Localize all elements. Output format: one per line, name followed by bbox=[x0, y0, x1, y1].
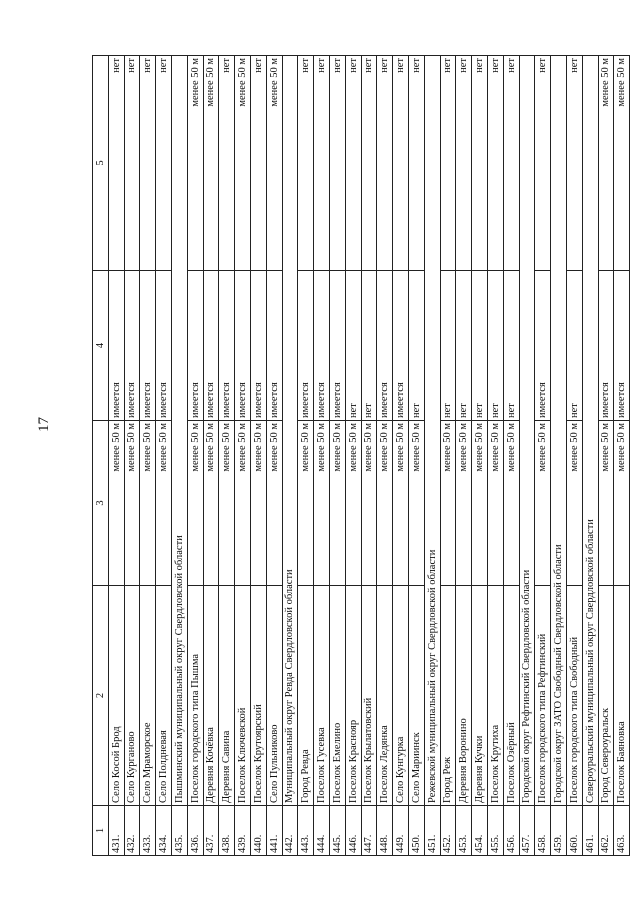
table-row bbox=[487, 56, 503, 856]
table-row bbox=[298, 56, 314, 856]
blank-cell bbox=[519, 56, 535, 421]
distance-value: менее 50 м bbox=[219, 421, 235, 586]
settlement-name: Село Кунгурка bbox=[393, 586, 409, 806]
header-col-1: 1 bbox=[93, 806, 109, 856]
table-row bbox=[456, 56, 472, 856]
other-value: нет bbox=[108, 56, 124, 271]
table-row bbox=[124, 56, 140, 856]
other-value: нет bbox=[456, 56, 472, 271]
row-number: 458. bbox=[535, 806, 551, 856]
settlement-name: Поселок Гусевка bbox=[314, 586, 330, 806]
distance-value: менее 50 м bbox=[266, 421, 282, 586]
table-row bbox=[108, 56, 124, 856]
table-row bbox=[377, 56, 393, 856]
settlement-name: Город Реж bbox=[440, 586, 456, 806]
settlement-name: Село Курганово bbox=[124, 586, 140, 806]
distance-value: менее 50 м bbox=[566, 421, 582, 586]
row-number: 432. bbox=[124, 806, 140, 856]
settlement-name: Поселок Емелино bbox=[329, 586, 345, 806]
distance-value: менее 50 м bbox=[298, 421, 314, 586]
settlement-name: Город Ревда bbox=[298, 586, 314, 806]
settlement-name: Село Мраморское bbox=[140, 586, 156, 806]
availability-value: нет bbox=[456, 271, 472, 421]
row-number: 456. bbox=[503, 806, 519, 856]
group-row bbox=[171, 56, 187, 856]
header-col-2: 2 bbox=[93, 586, 109, 806]
settlement-name: Поселок городского типа Пышма bbox=[187, 586, 203, 806]
availability-value: нет bbox=[408, 271, 424, 421]
settlement-name: Село Мариинск bbox=[408, 586, 424, 806]
table-row bbox=[472, 56, 488, 856]
table-row bbox=[314, 56, 330, 856]
availability-value: имеется bbox=[203, 271, 219, 421]
group-row bbox=[551, 56, 567, 856]
other-value: нет bbox=[440, 56, 456, 271]
availability-value: имеется bbox=[266, 271, 282, 421]
blank-cell bbox=[424, 56, 440, 421]
table-row bbox=[266, 56, 282, 856]
row-number: 457. bbox=[519, 806, 535, 856]
distance-value: менее 50 м bbox=[124, 421, 140, 586]
settlement-name: Поселок Озёрный bbox=[503, 586, 519, 806]
other-value: нет bbox=[298, 56, 314, 271]
header-col-4: 4 bbox=[93, 271, 109, 421]
distance-value: менее 50 м bbox=[440, 421, 456, 586]
availability-value: имеется bbox=[598, 271, 614, 421]
blank-cell bbox=[171, 56, 187, 421]
availability-value: имеется bbox=[250, 271, 266, 421]
other-value: менее 50 м bbox=[614, 56, 630, 271]
other-value: нет bbox=[408, 56, 424, 271]
availability-value: имеется bbox=[156, 271, 172, 421]
distance-value: менее 50 м bbox=[314, 421, 330, 586]
availability-value: нет bbox=[487, 271, 503, 421]
row-number: 463. bbox=[614, 806, 630, 856]
distance-value: менее 50 м bbox=[598, 421, 614, 586]
page-number: 17 bbox=[36, 417, 52, 432]
blank-cell bbox=[582, 56, 598, 421]
other-value: нет bbox=[329, 56, 345, 271]
table-row bbox=[361, 56, 377, 856]
distance-value: менее 50 м bbox=[456, 421, 472, 586]
availability-value: нет bbox=[472, 271, 488, 421]
distance-value: менее 50 м bbox=[393, 421, 409, 586]
distance-value: менее 50 м bbox=[203, 421, 219, 586]
blank-cell bbox=[282, 56, 298, 421]
table-row bbox=[535, 56, 551, 856]
settlement-name: Поселок Ледянка bbox=[377, 586, 393, 806]
row-number: 435. bbox=[171, 806, 187, 856]
other-value: нет bbox=[472, 56, 488, 271]
table-row bbox=[408, 56, 424, 856]
row-number: 461. bbox=[582, 806, 598, 856]
distance-value: менее 50 м bbox=[503, 421, 519, 586]
availability-value: имеется bbox=[108, 271, 124, 421]
other-value: нет bbox=[219, 56, 235, 271]
row-number: 445. bbox=[329, 806, 345, 856]
other-value: нет bbox=[487, 56, 503, 271]
row-number: 433. bbox=[140, 806, 156, 856]
other-value: нет bbox=[345, 56, 361, 271]
other-value: нет bbox=[566, 56, 582, 271]
row-number: 449. bbox=[393, 806, 409, 856]
row-number: 446. bbox=[345, 806, 361, 856]
distance-value: менее 50 м bbox=[250, 421, 266, 586]
row-number: 459. bbox=[551, 806, 567, 856]
row-number: 444. bbox=[314, 806, 330, 856]
settlement-name: Поселок Баяновка bbox=[614, 586, 630, 806]
distance-value: менее 50 м bbox=[329, 421, 345, 586]
row-number: 436. bbox=[187, 806, 203, 856]
row-number: 462. bbox=[598, 806, 614, 856]
row-number: 438. bbox=[219, 806, 235, 856]
distance-value: менее 50 м bbox=[108, 421, 124, 586]
availability-value: имеется bbox=[298, 271, 314, 421]
settlement-name: Деревня Савина bbox=[219, 586, 235, 806]
distance-value: менее 50 м bbox=[408, 421, 424, 586]
other-value: нет bbox=[156, 56, 172, 271]
table-row bbox=[503, 56, 519, 856]
row-number: 437. bbox=[203, 806, 219, 856]
row-number: 442. bbox=[282, 806, 298, 856]
group-row bbox=[582, 56, 598, 856]
row-number: 450. bbox=[408, 806, 424, 856]
header-row bbox=[93, 56, 109, 856]
group-row bbox=[519, 56, 535, 856]
settlement-name: Село Пульниково bbox=[266, 586, 282, 806]
availability-value: нет bbox=[440, 271, 456, 421]
rotated-table-container bbox=[92, 56, 628, 856]
settlement-name: Поселок Крылатовский bbox=[361, 586, 377, 806]
table-row bbox=[614, 56, 630, 856]
distance-value: менее 50 м bbox=[535, 421, 551, 586]
municipality-name: Городской округ ЗАТО Свободный Свердловской области bbox=[551, 421, 567, 806]
row-number: 441. bbox=[266, 806, 282, 856]
other-value: нет bbox=[503, 56, 519, 271]
row-number: 431. bbox=[108, 806, 124, 856]
other-value: нет bbox=[314, 56, 330, 271]
other-value: менее 50 м bbox=[203, 56, 219, 271]
settlement-name: Поселок городского типа Рефтинский bbox=[535, 586, 551, 806]
table-row bbox=[598, 56, 614, 856]
other-value: нет bbox=[535, 56, 551, 271]
other-value: менее 50 м bbox=[235, 56, 251, 271]
distance-value: менее 50 м bbox=[235, 421, 251, 586]
distance-value: менее 50 м bbox=[377, 421, 393, 586]
distance-value: менее 50 м bbox=[187, 421, 203, 586]
distance-value: менее 50 м bbox=[361, 421, 377, 586]
row-number: 454. bbox=[472, 806, 488, 856]
row-number: 434. bbox=[156, 806, 172, 856]
other-value: менее 50 м bbox=[598, 56, 614, 271]
row-number: 451. bbox=[424, 806, 440, 856]
availability-value: имеется bbox=[377, 271, 393, 421]
table-row bbox=[235, 56, 251, 856]
header-col-3: 3 bbox=[93, 421, 109, 586]
table-row bbox=[566, 56, 582, 856]
header-col-5: 5 bbox=[93, 56, 109, 271]
municipality-name: Муниципальный округ Ревда Свердловской области bbox=[282, 421, 298, 806]
table-row bbox=[187, 56, 203, 856]
settlement-name: Деревня Воронино bbox=[456, 586, 472, 806]
settlement-name: Село Полдневая bbox=[156, 586, 172, 806]
availability-value: имеется bbox=[329, 271, 345, 421]
table-row bbox=[329, 56, 345, 856]
distance-value: менее 50 м bbox=[140, 421, 156, 586]
table-row bbox=[156, 56, 172, 856]
settlement-name: Поселок Крутиха bbox=[487, 586, 503, 806]
availability-value: нет bbox=[345, 271, 361, 421]
settlement-name: Село Косой Брод bbox=[108, 586, 124, 806]
availability-value: имеется bbox=[219, 271, 235, 421]
availability-value: имеется bbox=[235, 271, 251, 421]
other-value: нет bbox=[250, 56, 266, 271]
row-number: 440. bbox=[250, 806, 266, 856]
table-row bbox=[393, 56, 409, 856]
row-number: 448. bbox=[377, 806, 393, 856]
distance-value: менее 50 м bbox=[614, 421, 630, 586]
settlement-name: Поселок Краснояр bbox=[345, 586, 361, 806]
row-number: 455. bbox=[487, 806, 503, 856]
availability-value: имеется bbox=[187, 271, 203, 421]
settlement-name: Поселок Крутоярский bbox=[250, 586, 266, 806]
row-number: 460. bbox=[566, 806, 582, 856]
blank-cell bbox=[551, 56, 567, 421]
availability-value: имеется bbox=[314, 271, 330, 421]
table-row bbox=[140, 56, 156, 856]
availability-value: имеется bbox=[140, 271, 156, 421]
row-number: 447. bbox=[361, 806, 377, 856]
table-row bbox=[345, 56, 361, 856]
table-row bbox=[440, 56, 456, 856]
distance-value: менее 50 м bbox=[345, 421, 361, 586]
other-value: менее 50 м bbox=[266, 56, 282, 271]
municipality-name: Городской округ Рефтинский Свердловской области bbox=[519, 421, 535, 806]
other-value: нет bbox=[361, 56, 377, 271]
other-value: нет bbox=[124, 56, 140, 271]
settlement-name: Город Североуральск bbox=[598, 586, 614, 806]
municipality-name: Североуральский муниципальный округ Свердловской области bbox=[582, 421, 598, 806]
distance-value: менее 50 м bbox=[487, 421, 503, 586]
row-number: 443. bbox=[298, 806, 314, 856]
row-number: 452. bbox=[440, 806, 456, 856]
settlement-name: Поселок городского типа Свободный bbox=[566, 586, 582, 806]
other-value: нет bbox=[377, 56, 393, 271]
row-number: 453. bbox=[456, 806, 472, 856]
distance-value: менее 50 м bbox=[156, 421, 172, 586]
group-row bbox=[424, 56, 440, 856]
table-row bbox=[219, 56, 235, 856]
table-row bbox=[250, 56, 266, 856]
settlement-name: Деревня Кочёвка bbox=[203, 586, 219, 806]
municipality-name: Пышминский муниципальный округ Свердловской области bbox=[171, 421, 187, 806]
municipality-name: Режевской муниципальный округ Свердловской области bbox=[424, 421, 440, 806]
availability-value: имеется bbox=[393, 271, 409, 421]
availability-value: имеется bbox=[614, 271, 630, 421]
availability-value: имеется bbox=[124, 271, 140, 421]
other-value: нет bbox=[140, 56, 156, 271]
other-value: нет bbox=[393, 56, 409, 271]
row-number: 439. bbox=[235, 806, 251, 856]
group-row bbox=[282, 56, 298, 856]
settlement-name: Поселок Ключевской bbox=[235, 586, 251, 806]
settlement-name: Деревня Кучки bbox=[472, 586, 488, 806]
availability-value: имеется bbox=[535, 271, 551, 421]
availability-value: нет bbox=[566, 271, 582, 421]
distance-value: менее 50 м bbox=[472, 421, 488, 586]
settlements-table bbox=[92, 55, 630, 856]
other-value: менее 50 м bbox=[187, 56, 203, 271]
table-row bbox=[203, 56, 219, 856]
availability-value: нет bbox=[361, 271, 377, 421]
availability-value: нет bbox=[503, 271, 519, 421]
